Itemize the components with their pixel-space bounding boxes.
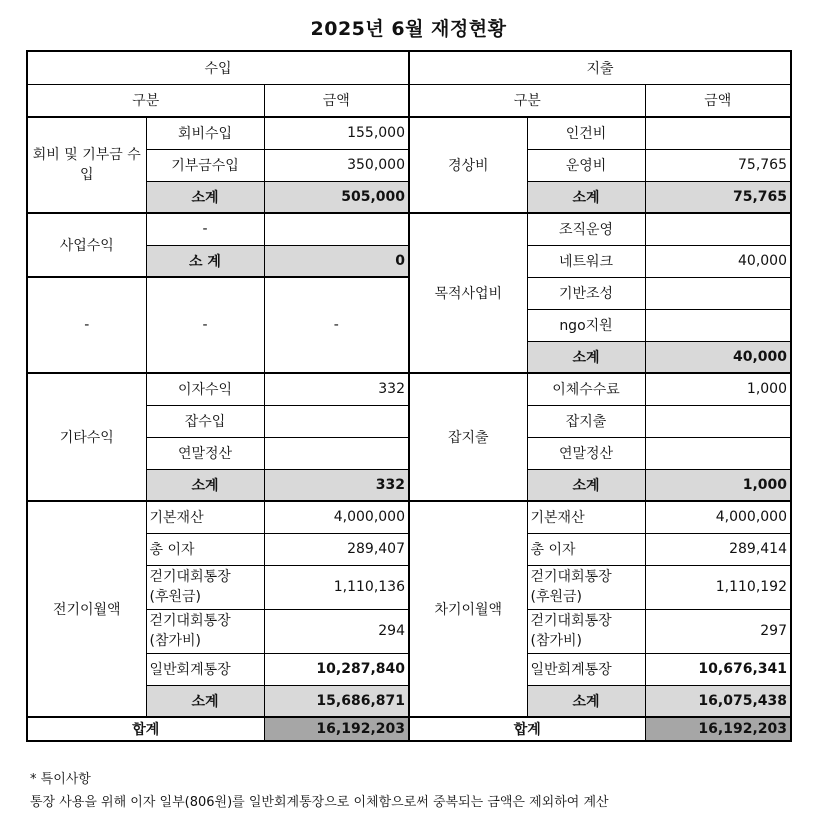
expense-group-purpose: 목적사업비 (409, 213, 527, 373)
income-item-name: 일반회계통장 (146, 653, 264, 685)
income-blank-b: - (146, 277, 264, 373)
income-subtotal-label: 소 계 (146, 245, 264, 277)
income-total: 16,192,203 (264, 717, 409, 741)
expense-item-name: 기반조성 (527, 277, 645, 309)
income-subtotal: 15,686,871 (264, 685, 409, 717)
income-item-amount: 350,000 (264, 149, 409, 181)
income-item-amount: 332 (264, 373, 409, 405)
income-subtotal-label: 소계 (146, 469, 264, 501)
income-subtotal-label: 소계 (146, 181, 264, 213)
expense-item-amount: 10,676,341 (645, 653, 791, 685)
income-item-name: 연말정산 (146, 437, 264, 469)
expense-subtotal-label: 소계 (527, 341, 645, 373)
income-group-dues: 회비 및 기부금 수입 (27, 117, 146, 213)
expense-item-amount: 4,000,000 (645, 501, 791, 533)
income-item-name: 걷기대회통장 (후원금) (146, 565, 264, 609)
expense-item-amount (645, 437, 791, 469)
expense-item-name: 운영비 (527, 149, 645, 181)
finance-table (26, 50, 792, 742)
income-subtotal-label: 소계 (146, 685, 264, 717)
notes-heading: * 특이사항 (30, 772, 91, 787)
expense-item-amount: 1,000 (645, 373, 791, 405)
income-item-amount (264, 405, 409, 437)
expense-item-amount: 1,110,192 (645, 565, 791, 609)
income-item-amount: 289,407 (264, 533, 409, 565)
page-title: 2025년 6월 재정현황 (310, 18, 507, 40)
income-subtotal: 505,000 (264, 181, 409, 213)
expense-group-ops: 경상비 (409, 117, 527, 213)
expense-item-name: 이체수수료 (527, 373, 645, 405)
expense-item-name: 조직운영 (527, 213, 645, 245)
income-item-amount: 10,287,840 (264, 653, 409, 685)
notes (30, 768, 609, 814)
expense-item-amount (645, 277, 791, 309)
expense-item-name: 네트워크 (527, 245, 645, 277)
expense-group-misc: 잡지출 (409, 373, 527, 501)
expense-subtotal: 75,765 (645, 181, 791, 213)
expense-category-header: 구분 (409, 84, 645, 117)
income-item-amount: 4,000,000 (264, 501, 409, 533)
expense-item-amount: 297 (645, 609, 791, 653)
income-item-amount (264, 213, 409, 245)
expense-subtotal: 1,000 (645, 469, 791, 501)
expense-subtotal-label: 소계 (527, 181, 645, 213)
expense-item-name: 걷기대회통장 (참가비) (527, 609, 645, 653)
income-item-amount: 1,110,136 (264, 565, 409, 609)
expense-item-amount: 289,414 (645, 533, 791, 565)
expense-item-name: 기본재산 (527, 501, 645, 533)
expense-item-name: 총 이자 (527, 533, 645, 565)
income-subtotal: 332 (264, 469, 409, 501)
expense-subtotal-label: 소계 (527, 685, 645, 717)
expense-item-amount (645, 405, 791, 437)
expense-item-amount (645, 117, 791, 149)
expense-item-name: 일반회계통장 (527, 653, 645, 685)
expense-item-name: 인건비 (527, 117, 645, 149)
income-item-name: 잡수입 (146, 405, 264, 437)
income-item-name: 회비수입 (146, 117, 264, 149)
expense-item-amount (645, 309, 791, 341)
expense-subtotal-label: 소계 (527, 469, 645, 501)
expense-item-name: 잡지출 (527, 405, 645, 437)
income-item-name: 걷기대회통장 (참가비) (146, 609, 264, 653)
income-group-carryover: 전기이월액 (27, 501, 146, 717)
income-total-label: 합계 (27, 717, 264, 741)
income-item-amount: 294 (264, 609, 409, 653)
income-group-other: 기타수익 (27, 373, 146, 501)
income-blank-c: - (264, 277, 409, 373)
expense-total-label: 합계 (409, 717, 645, 741)
income-subtotal: 0 (264, 245, 409, 277)
income-item-name: 기본재산 (146, 501, 264, 533)
income-item-amount: 155,000 (264, 117, 409, 149)
income-item-name: 이자수익 (146, 373, 264, 405)
income-category-header: 구분 (27, 84, 264, 117)
expense-item-name: 연말정산 (527, 437, 645, 469)
income-group-business: 사업수익 (27, 213, 146, 277)
expense-item-amount: 40,000 (645, 245, 791, 277)
income-item-name: 총 이자 (146, 533, 264, 565)
expense-subtotal: 40,000 (645, 341, 791, 373)
income-item-amount (264, 437, 409, 469)
notes-text: 통장 사용을 위해 이자 일부(806원)를 일반회계통장으로 이체함으로써 중복되는 금액은 제외하여 계산 (30, 795, 609, 810)
expense-header: 지출 (409, 51, 791, 84)
expense-item-amount: 75,765 (645, 149, 791, 181)
expense-item-name: ngo지원 (527, 309, 645, 341)
income-item-name: 기부금수입 (146, 149, 264, 181)
income-amount-header: 금액 (264, 84, 409, 117)
income-blank-a: - (27, 277, 146, 373)
expense-total: 16,192,203 (645, 717, 791, 741)
expense-amount-header: 금액 (645, 84, 791, 117)
expense-item-amount (645, 213, 791, 245)
income-item-name: - (146, 213, 264, 245)
income-header: 수입 (27, 51, 409, 84)
expense-group-carryover: 차기이월액 (409, 501, 527, 717)
expense-subtotal: 16,075,438 (645, 685, 791, 717)
expense-item-name: 걷기대회통장 (후원금) (527, 565, 645, 609)
